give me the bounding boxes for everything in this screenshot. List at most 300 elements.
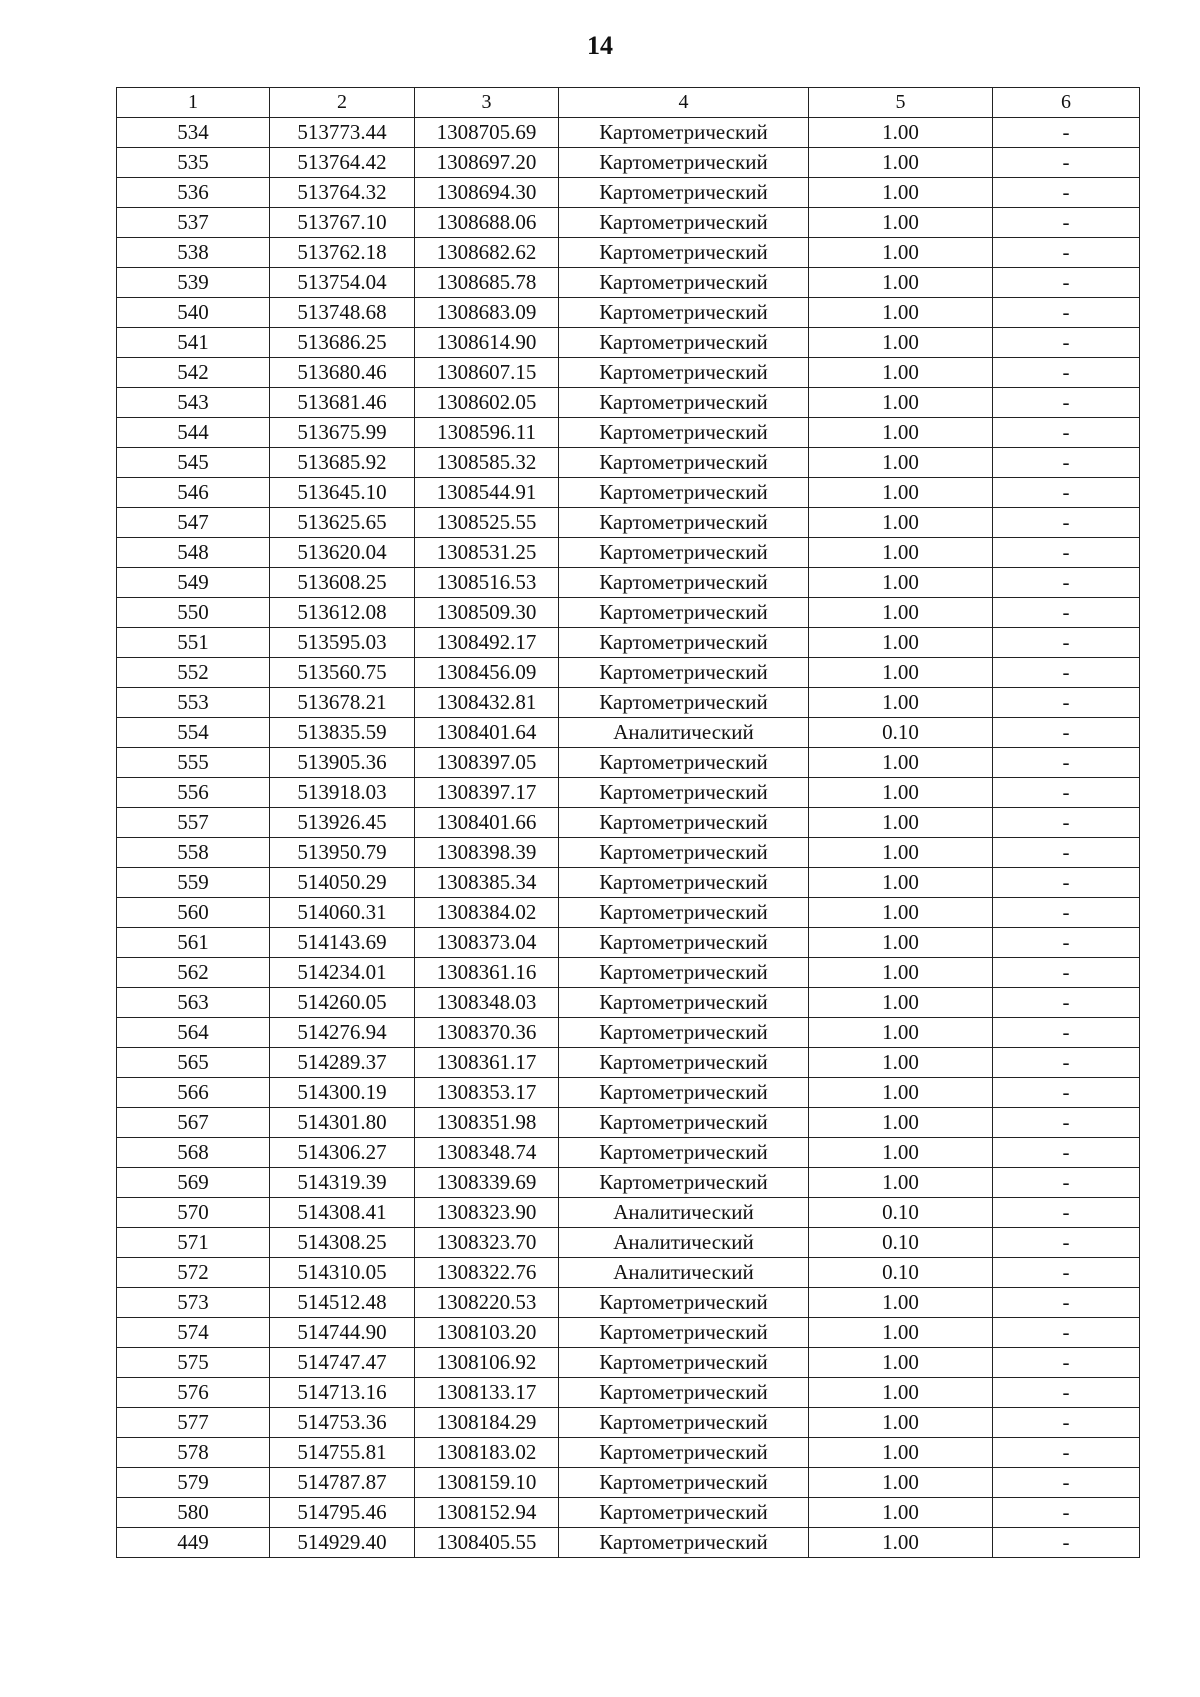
table-row — [117, 1138, 1140, 1168]
cell-accuracy: 1.00 — [809, 838, 993, 868]
coordinates-table — [116, 87, 1140, 1558]
table-row — [117, 238, 1140, 268]
table-row — [117, 208, 1140, 238]
cell-x-coordinate: 514319.39 — [270, 1168, 415, 1198]
cell-note: - — [993, 628, 1140, 658]
cell-y-coordinate: 1308106.92 — [415, 1348, 559, 1378]
table-row — [117, 1468, 1140, 1498]
cell-method: Картометрический — [559, 1288, 809, 1318]
cell-method: Картометрический — [559, 838, 809, 868]
cell-accuracy: 1.00 — [809, 478, 993, 508]
cell-y-coordinate: 1308694.30 — [415, 178, 559, 208]
column-header-3: 3 — [415, 88, 559, 118]
cell-y-coordinate: 1308159.10 — [415, 1468, 559, 1498]
cell-y-coordinate: 1308370.36 — [415, 1018, 559, 1048]
cell-accuracy: 1.00 — [809, 1348, 993, 1378]
cell-accuracy: 0.10 — [809, 1258, 993, 1288]
cell-accuracy: 1.00 — [809, 148, 993, 178]
cell-point-number: 449 — [117, 1528, 270, 1558]
cell-x-coordinate: 513905.36 — [270, 748, 415, 778]
cell-y-coordinate: 1308705.69 — [415, 118, 559, 148]
cell-x-coordinate: 513950.79 — [270, 838, 415, 868]
table-row — [117, 808, 1140, 838]
cell-accuracy: 1.00 — [809, 508, 993, 538]
cell-point-number: 569 — [117, 1168, 270, 1198]
cell-method: Картометрический — [559, 238, 809, 268]
cell-point-number: 567 — [117, 1108, 270, 1138]
cell-point-number: 575 — [117, 1348, 270, 1378]
cell-method: Картометрический — [559, 928, 809, 958]
cell-y-coordinate: 1308682.62 — [415, 238, 559, 268]
cell-note: - — [993, 1228, 1140, 1258]
cell-method: Картометрический — [559, 478, 809, 508]
table-row — [117, 568, 1140, 598]
cell-x-coordinate: 513767.10 — [270, 208, 415, 238]
cell-y-coordinate: 1308351.98 — [415, 1108, 559, 1138]
cell-method: Картометрический — [559, 118, 809, 148]
table-row — [117, 1438, 1140, 1468]
table-row — [117, 1168, 1140, 1198]
cell-note: - — [993, 178, 1140, 208]
cell-accuracy: 1.00 — [809, 1378, 993, 1408]
table-row — [117, 1198, 1140, 1228]
cell-point-number: 564 — [117, 1018, 270, 1048]
cell-x-coordinate: 513612.08 — [270, 598, 415, 628]
cell-accuracy: 1.00 — [809, 1138, 993, 1168]
table-row — [117, 988, 1140, 1018]
cell-point-number: 572 — [117, 1258, 270, 1288]
cell-accuracy: 1.00 — [809, 1318, 993, 1348]
cell-note: - — [993, 388, 1140, 418]
cell-note: - — [993, 1498, 1140, 1528]
cell-x-coordinate: 513595.03 — [270, 628, 415, 658]
cell-accuracy: 1.00 — [809, 928, 993, 958]
cell-y-coordinate: 1308152.94 — [415, 1498, 559, 1528]
cell-method: Картометрический — [559, 688, 809, 718]
cell-x-coordinate: 513680.46 — [270, 358, 415, 388]
cell-note: - — [993, 268, 1140, 298]
cell-note: - — [993, 808, 1140, 838]
cell-note: - — [993, 748, 1140, 778]
cell-point-number: 557 — [117, 808, 270, 838]
cell-method: Картометрический — [559, 868, 809, 898]
cell-method: Картометрический — [559, 1318, 809, 1348]
cell-x-coordinate: 513678.21 — [270, 688, 415, 718]
cell-point-number: 534 — [117, 118, 270, 148]
cell-point-number: 553 — [117, 688, 270, 718]
cell-y-coordinate: 1308525.55 — [415, 508, 559, 538]
cell-y-coordinate: 1308405.55 — [415, 1528, 559, 1558]
cell-method: Аналитический — [559, 1198, 809, 1228]
cell-y-coordinate: 1308688.06 — [415, 208, 559, 238]
cell-method: Картометрический — [559, 358, 809, 388]
cell-note: - — [993, 1468, 1140, 1498]
cell-x-coordinate: 514289.37 — [270, 1048, 415, 1078]
cell-note: - — [993, 538, 1140, 568]
cell-note: - — [993, 898, 1140, 928]
cell-x-coordinate: 514713.16 — [270, 1378, 415, 1408]
cell-note: - — [993, 988, 1140, 1018]
cell-x-coordinate: 514276.94 — [270, 1018, 415, 1048]
cell-y-coordinate: 1308607.15 — [415, 358, 559, 388]
cell-method: Картометрический — [559, 328, 809, 358]
cell-x-coordinate: 513675.99 — [270, 418, 415, 448]
cell-point-number: 548 — [117, 538, 270, 568]
cell-x-coordinate: 514234.01 — [270, 958, 415, 988]
table-row — [117, 778, 1140, 808]
cell-method: Картометрический — [559, 1108, 809, 1138]
cell-method: Картометрический — [559, 298, 809, 328]
cell-point-number: 571 — [117, 1228, 270, 1258]
cell-accuracy: 1.00 — [809, 688, 993, 718]
table-body — [117, 118, 1140, 1558]
cell-point-number: 550 — [117, 598, 270, 628]
table-row — [117, 1378, 1140, 1408]
table-row — [117, 1228, 1140, 1258]
cell-accuracy: 1.00 — [809, 118, 993, 148]
cell-method: Картометрический — [559, 748, 809, 778]
cell-method: Картометрический — [559, 268, 809, 298]
cell-y-coordinate: 1308456.09 — [415, 658, 559, 688]
cell-point-number: 556 — [117, 778, 270, 808]
cell-point-number: 535 — [117, 148, 270, 178]
cell-note: - — [993, 358, 1140, 388]
cell-point-number: 560 — [117, 898, 270, 928]
table-row — [117, 1288, 1140, 1318]
cell-accuracy: 1.00 — [809, 808, 993, 838]
cell-note: - — [993, 958, 1140, 988]
cell-note: - — [993, 508, 1140, 538]
cell-x-coordinate: 514795.46 — [270, 1498, 415, 1528]
cell-y-coordinate: 1308348.03 — [415, 988, 559, 1018]
cell-x-coordinate: 514310.05 — [270, 1258, 415, 1288]
cell-y-coordinate: 1308602.05 — [415, 388, 559, 418]
cell-note: - — [993, 448, 1140, 478]
cell-point-number: 547 — [117, 508, 270, 538]
cell-x-coordinate: 514512.48 — [270, 1288, 415, 1318]
cell-x-coordinate: 514753.36 — [270, 1408, 415, 1438]
cell-y-coordinate: 1308697.20 — [415, 148, 559, 178]
cell-accuracy: 1.00 — [809, 1438, 993, 1468]
table-row — [117, 688, 1140, 718]
cell-point-number: 578 — [117, 1438, 270, 1468]
column-header-1: 1 — [117, 88, 270, 118]
cell-y-coordinate: 1308361.17 — [415, 1048, 559, 1078]
cell-note: - — [993, 418, 1140, 448]
cell-method: Картометрический — [559, 1378, 809, 1408]
cell-x-coordinate: 513926.45 — [270, 808, 415, 838]
cell-x-coordinate: 513686.25 — [270, 328, 415, 358]
cell-method: Картометрический — [559, 418, 809, 448]
cell-x-coordinate: 514744.90 — [270, 1318, 415, 1348]
cell-point-number: 565 — [117, 1048, 270, 1078]
cell-method: Картометрический — [559, 1498, 809, 1528]
cell-note: - — [993, 1288, 1140, 1318]
cell-note: - — [993, 148, 1140, 178]
cell-method: Картометрический — [559, 1168, 809, 1198]
cell-method: Аналитический — [559, 1228, 809, 1258]
cell-x-coordinate: 513620.04 — [270, 538, 415, 568]
cell-point-number: 579 — [117, 1468, 270, 1498]
cell-accuracy: 1.00 — [809, 598, 993, 628]
table-row — [117, 1018, 1140, 1048]
table-row — [117, 268, 1140, 298]
cell-method: Картометрический — [559, 148, 809, 178]
cell-accuracy: 1.00 — [809, 628, 993, 658]
table-row — [117, 598, 1140, 628]
cell-point-number: 542 — [117, 358, 270, 388]
cell-method: Картометрический — [559, 1408, 809, 1438]
cell-note: - — [993, 658, 1140, 688]
cell-accuracy: 1.00 — [809, 208, 993, 238]
cell-method: Картометрический — [559, 208, 809, 238]
cell-method: Картометрический — [559, 598, 809, 628]
cell-x-coordinate: 513608.25 — [270, 568, 415, 598]
cell-method: Картометрический — [559, 568, 809, 598]
cell-accuracy: 1.00 — [809, 268, 993, 298]
cell-x-coordinate: 513625.65 — [270, 508, 415, 538]
column-header-2: 2 — [270, 88, 415, 118]
cell-accuracy: 1.00 — [809, 388, 993, 418]
cell-point-number: 536 — [117, 178, 270, 208]
cell-y-coordinate: 1308397.17 — [415, 778, 559, 808]
table-row — [117, 508, 1140, 538]
table-row — [117, 328, 1140, 358]
table-row — [117, 628, 1140, 658]
cell-point-number: 566 — [117, 1078, 270, 1108]
cell-note: - — [993, 568, 1140, 598]
cell-note: - — [993, 298, 1140, 328]
cell-y-coordinate: 1308401.66 — [415, 808, 559, 838]
cell-note: - — [993, 1168, 1140, 1198]
table-row — [117, 478, 1140, 508]
table-row — [117, 838, 1140, 868]
cell-note: - — [993, 238, 1140, 268]
cell-x-coordinate: 513762.18 — [270, 238, 415, 268]
cell-accuracy: 1.00 — [809, 988, 993, 1018]
cell-note: - — [993, 868, 1140, 898]
cell-y-coordinate: 1308361.16 — [415, 958, 559, 988]
table-row — [117, 448, 1140, 478]
cell-point-number: 559 — [117, 868, 270, 898]
cell-point-number: 573 — [117, 1288, 270, 1318]
table-row — [117, 748, 1140, 778]
cell-accuracy: 1.00 — [809, 1408, 993, 1438]
cell-method: Картометрический — [559, 1438, 809, 1468]
cell-note: - — [993, 838, 1140, 868]
cell-x-coordinate: 514143.69 — [270, 928, 415, 958]
cell-x-coordinate: 513773.44 — [270, 118, 415, 148]
table-row — [117, 418, 1140, 448]
cell-point-number: 541 — [117, 328, 270, 358]
table-row — [117, 1078, 1140, 1108]
cell-note: - — [993, 1018, 1140, 1048]
cell-accuracy: 1.00 — [809, 418, 993, 448]
cell-y-coordinate: 1308509.30 — [415, 598, 559, 628]
cell-accuracy: 1.00 — [809, 958, 993, 988]
table-row — [117, 1408, 1140, 1438]
cell-accuracy: 1.00 — [809, 448, 993, 478]
cell-method: Картометрический — [559, 1048, 809, 1078]
table-row — [117, 1048, 1140, 1078]
cell-x-coordinate: 513685.92 — [270, 448, 415, 478]
cell-accuracy: 1.00 — [809, 1468, 993, 1498]
cell-accuracy: 1.00 — [809, 658, 993, 688]
cell-y-coordinate: 1308323.90 — [415, 1198, 559, 1228]
cell-x-coordinate: 513918.03 — [270, 778, 415, 808]
cell-x-coordinate: 514787.87 — [270, 1468, 415, 1498]
cell-y-coordinate: 1308373.04 — [415, 928, 559, 958]
cell-point-number: 558 — [117, 838, 270, 868]
cell-point-number: 549 — [117, 568, 270, 598]
cell-accuracy: 1.00 — [809, 178, 993, 208]
page-number: 14 — [587, 31, 613, 60]
cell-method: Картометрический — [559, 808, 809, 838]
table-row — [117, 1528, 1140, 1558]
cell-method: Аналитический — [559, 1258, 809, 1288]
table-row — [117, 1348, 1140, 1378]
table-row — [117, 358, 1140, 388]
cell-x-coordinate: 514300.19 — [270, 1078, 415, 1108]
cell-y-coordinate: 1308385.34 — [415, 868, 559, 898]
cell-point-number: 546 — [117, 478, 270, 508]
cell-y-coordinate: 1308133.17 — [415, 1378, 559, 1408]
cell-point-number: 580 — [117, 1498, 270, 1528]
cell-x-coordinate: 513835.59 — [270, 718, 415, 748]
cell-x-coordinate: 514308.25 — [270, 1228, 415, 1258]
table-row — [117, 658, 1140, 688]
cell-accuracy: 1.00 — [809, 1288, 993, 1318]
cell-point-number: 544 — [117, 418, 270, 448]
cell-accuracy: 1.00 — [809, 358, 993, 388]
cell-y-coordinate: 1308397.05 — [415, 748, 559, 778]
cell-method: Картометрический — [559, 1138, 809, 1168]
cell-y-coordinate: 1308685.78 — [415, 268, 559, 298]
cell-accuracy: 1.00 — [809, 1108, 993, 1138]
cell-accuracy: 1.00 — [809, 1048, 993, 1078]
cell-accuracy: 1.00 — [809, 1498, 993, 1528]
cell-method: Картометрический — [559, 508, 809, 538]
cell-note: - — [993, 1078, 1140, 1108]
cell-method: Аналитический — [559, 718, 809, 748]
cell-point-number: 539 — [117, 268, 270, 298]
cell-point-number: 551 — [117, 628, 270, 658]
cell-note: - — [993, 1198, 1140, 1228]
cell-note: - — [993, 478, 1140, 508]
cell-method: Картометрический — [559, 388, 809, 418]
table-row — [117, 1318, 1140, 1348]
cell-note: - — [993, 1048, 1140, 1078]
cell-point-number: 538 — [117, 238, 270, 268]
table-row — [117, 148, 1140, 178]
cell-note: - — [993, 208, 1140, 238]
cell-accuracy: 1.00 — [809, 778, 993, 808]
cell-x-coordinate: 514308.41 — [270, 1198, 415, 1228]
cell-y-coordinate: 1308322.76 — [415, 1258, 559, 1288]
cell-accuracy: 1.00 — [809, 238, 993, 268]
cell-y-coordinate: 1308683.09 — [415, 298, 559, 328]
cell-accuracy: 1.00 — [809, 1078, 993, 1108]
cell-note: - — [993, 1378, 1140, 1408]
cell-accuracy: 0.10 — [809, 1228, 993, 1258]
table-row — [117, 1108, 1140, 1138]
table-row — [117, 118, 1140, 148]
cell-y-coordinate: 1308401.64 — [415, 718, 559, 748]
cell-method: Картометрический — [559, 448, 809, 478]
table-row — [117, 178, 1140, 208]
cell-point-number: 545 — [117, 448, 270, 478]
table-row — [117, 928, 1140, 958]
cell-y-coordinate: 1308596.11 — [415, 418, 559, 448]
cell-point-number: 562 — [117, 958, 270, 988]
cell-method: Картометрический — [559, 1468, 809, 1498]
cell-point-number: 543 — [117, 388, 270, 418]
cell-method: Картометрический — [559, 628, 809, 658]
cell-y-coordinate: 1308544.91 — [415, 478, 559, 508]
cell-note: - — [993, 928, 1140, 958]
cell-y-coordinate: 1308103.20 — [415, 1318, 559, 1348]
cell-x-coordinate: 513645.10 — [270, 478, 415, 508]
cell-accuracy: 1.00 — [809, 748, 993, 778]
cell-y-coordinate: 1308614.90 — [415, 328, 559, 358]
table-row — [117, 538, 1140, 568]
cell-note: - — [993, 1108, 1140, 1138]
cell-method: Картометрический — [559, 1018, 809, 1048]
table-header-row — [117, 88, 1140, 118]
cell-method: Картометрический — [559, 178, 809, 208]
cell-y-coordinate: 1308339.69 — [415, 1168, 559, 1198]
column-header-6: 6 — [993, 88, 1140, 118]
cell-point-number: 576 — [117, 1378, 270, 1408]
cell-method: Картометрический — [559, 958, 809, 988]
cell-note: - — [993, 1408, 1140, 1438]
cell-x-coordinate: 514301.80 — [270, 1108, 415, 1138]
cell-y-coordinate: 1308220.53 — [415, 1288, 559, 1318]
cell-y-coordinate: 1308353.17 — [415, 1078, 559, 1108]
cell-x-coordinate: 514755.81 — [270, 1438, 415, 1468]
cell-accuracy: 1.00 — [809, 538, 993, 568]
table-row — [117, 1498, 1140, 1528]
cell-note: - — [993, 118, 1140, 148]
cell-point-number: 563 — [117, 988, 270, 1018]
cell-x-coordinate: 514747.47 — [270, 1348, 415, 1378]
cell-x-coordinate: 513764.32 — [270, 178, 415, 208]
table-row — [117, 1258, 1140, 1288]
cell-method: Картометрический — [559, 778, 809, 808]
cell-method: Картометрический — [559, 988, 809, 1018]
cell-method: Картометрический — [559, 898, 809, 928]
cell-accuracy: 0.10 — [809, 1198, 993, 1228]
cell-note: - — [993, 688, 1140, 718]
table-row — [117, 958, 1140, 988]
cell-point-number: 554 — [117, 718, 270, 748]
cell-method: Картометрический — [559, 1078, 809, 1108]
cell-point-number: 537 — [117, 208, 270, 238]
cell-accuracy: 1.00 — [809, 868, 993, 898]
cell-note: - — [993, 1348, 1140, 1378]
cell-x-coordinate: 513748.68 — [270, 298, 415, 328]
cell-note: - — [993, 1318, 1140, 1348]
cell-point-number: 552 — [117, 658, 270, 688]
cell-note: - — [993, 1138, 1140, 1168]
cell-method: Картометрический — [559, 1528, 809, 1558]
cell-x-coordinate: 513560.75 — [270, 658, 415, 688]
cell-y-coordinate: 1308183.02 — [415, 1438, 559, 1468]
cell-note: - — [993, 718, 1140, 748]
cell-point-number: 568 — [117, 1138, 270, 1168]
cell-point-number: 540 — [117, 298, 270, 328]
cell-x-coordinate: 513754.04 — [270, 268, 415, 298]
